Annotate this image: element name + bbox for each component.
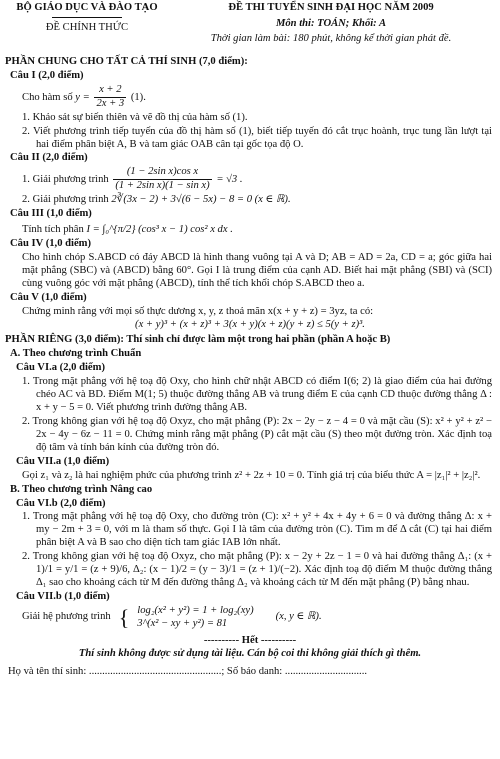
q2-denominator: (1 + 2sin x)(1 − sin x) xyxy=(115,180,210,192)
q5-text: Chứng minh rằng với mọi số thực dương x, y, z thoả mãn x(x + y + z) = 3yz, ta có: xyxy=(22,305,374,317)
q7a-text: Gọi z₁ và z₂ là hai nghiệm phức của phương trình z² + 2z + 10 = 0. Tính giá trị của biểu thức A = |z₁|² + |z₂|². xyxy=(22,469,481,481)
program-b-title: B. Theo chương trình Nâng cao xyxy=(10,483,153,495)
private-part-title: PHẦN RIÊNG (3,0 điểm): Thí sinh chỉ được làm một trong hai phần (phần A hoặc B) xyxy=(5,334,391,346)
q7b-system xyxy=(137,605,253,631)
header-left xyxy=(8,2,166,35)
q1-item-2: 2. Viết phương trình tiếp tuyến của đồ thị hàm số (1), biết tiếp tuyến đó cắt trục hoành, trục tung lần lượt tại hai điểm phân biệt A, B và tam giác OAB cân tại gốc tọa độ O. xyxy=(22,125,492,150)
common-part-title: PHẦN CHUNG CHO TẤT CẢ THÍ SINH (7,0 điểm): xyxy=(5,56,248,67)
q3-body xyxy=(22,224,492,237)
q1-title: Câu I (2,0 điểm) xyxy=(10,69,84,81)
q2-item-1-text: 1. Giải phương trình xyxy=(22,174,109,186)
q1-y: y = xyxy=(75,91,90,103)
official-label: ĐỀ CHÍNH THỨC xyxy=(45,21,129,33)
exam-title: ĐỀ THI TUYỂN SINH ĐẠI HỌC NĂM 2009 xyxy=(228,2,434,13)
q7b-title: Câu VII.b (1,0 điểm) xyxy=(16,590,110,602)
footer-note: Thí sinh không được sử dụng tài liệu. Cán bộ coi thi không giải thích gì thêm. xyxy=(78,647,422,659)
header-divider xyxy=(52,17,122,18)
q3-integral: I = ∫₀^{π/2} (cos³ x − 1) cos² x dx . xyxy=(86,224,233,236)
q4-text: Cho hình chóp S.ABCD có đáy ABCD là hình thang vuông tại A và D; AB = AD = 2a, CD = a; góc giữa hai mặt phẳng (SBC) và (ABCD) bằng 60°. Gọi I là trung điểm của cạnh AD. Biết hai mặt phẳng (SBI) và (SCI) cùng vuông góc với mặt phẳng (ABCD), tính thể tích khối chóp S.ABCD theo a. xyxy=(22,251,492,289)
q7b-condition: (x, y ∈ ℝ). xyxy=(275,611,322,623)
end-marker: ---------- Hết ---------- xyxy=(203,634,297,646)
q1-denominator: 2x + 3 xyxy=(96,97,125,109)
q2-fraction xyxy=(113,166,211,193)
q6b-item-1: 1. Trong mặt phẳng với hệ toạ độ Oxy, cho đường tròn (C): x² + y² + 4x + 4y + 6 = 0 và đường thẳng Δ: x + my − 2m + 3 = 0, với m là tham số thực. Gọi I là tâm của đường tròn (C). Tìm m để Δ cắt (C) tại hai điểm phân biệt A và B sao cho diện tích tam giác IAB lớn nhất. xyxy=(22,511,492,549)
q1-fraction xyxy=(94,84,126,111)
q3-text: Tính tích phân xyxy=(22,224,84,236)
candidate-info-line: Họ và tên thí sinh: ..................................................; Số báo danh: ............................... xyxy=(8,665,367,677)
q6a-item-1: 1. Trong mặt phẳng với hệ toạ độ Oxy, cho hình chữ nhật ABCD có điểm I(6; 2) là giao điểm của hai đường chéo AC và BD. Điểm M(1; 5) thuộc đường thẳng AB và trung điểm E của cạnh CD thuộc đường thẳng Δ : x + y − 5 = 0. Viết phương trình đường thẳng AB. xyxy=(22,376,492,414)
q7b-eq-1: log₂(x² + y²) = 1 + log₂(xy) xyxy=(137,604,254,616)
exam-time: Thời gian làm bài: 180 phút, không kể thời gian phát đề. xyxy=(210,32,452,44)
system-brace: { xyxy=(118,604,130,630)
q1-tag: (1). xyxy=(130,91,146,103)
header xyxy=(0,0,500,50)
q1-intro: Cho hàm số xyxy=(22,91,73,103)
q7b-text: Giải hệ phương trình xyxy=(22,611,111,623)
exam-subject: Môn thi: TOÁN; Khối: A xyxy=(275,17,387,29)
q6b-title: Câu VI.b (2,0 điểm) xyxy=(16,497,106,509)
q7b-body xyxy=(22,605,492,631)
q1-item-1: 1. Khảo sát sự biến thiên và vẽ đồ thị của hàm số (1). xyxy=(22,111,248,123)
q6a-title: Câu VI.a (2,0 điểm) xyxy=(16,362,105,374)
q4-title: Câu IV (1,0 điểm) xyxy=(10,237,92,249)
q7b-eq-2: 3^(x² − xy + y²) = 81 xyxy=(137,617,228,629)
header-right xyxy=(170,2,492,46)
q2-numerator: (1 − 2sin x)cos x xyxy=(113,166,211,180)
q6b-item-2: 2. Trong không gian với hệ toạ độ Oxyz, cho mặt phẳng (P): x − 2y + 2z − 1 = 0 và hai đường thẳng Δ₁: (x + 1)/1 = y/1 = (z + 9)/6, Δ₂: (x − 1)/2 = (y − 3)/1 = (z + 1)/(−2). Xác định toạ độ điểm M thuộc đường thẳng Δ₁ sao cho khoảng cách từ M đến đường thẳng Δ₂ và khoảng cách từ M đến mặt phẳng (P) bằng nhau. xyxy=(22,551,492,589)
q5-title: Câu V (1,0 điểm) xyxy=(10,291,87,303)
q2-item-2-eq: 2∛(3x − 2) + 3√(6 − 5x) − 8 = 0 (x ∈ ℝ). xyxy=(111,194,291,206)
program-a-title: A. Theo chương trình Chuẩn xyxy=(10,348,142,360)
q2-item-2-text: 2. Giải phương trình xyxy=(22,194,109,206)
ministry-name: BỘ GIÁO DỤC VÀ ĐÀO TẠO xyxy=(16,2,158,13)
q2-rhs: = √3 . xyxy=(216,174,243,186)
q3-title: Câu III (1,0 điểm) xyxy=(10,208,92,220)
q5-inequality: (x + y)³ + (x + z)³ + 3(x + y)(x + z)(y + z) ≤ 5(y + z)³. xyxy=(135,318,365,330)
q2-item-1 xyxy=(22,166,492,193)
q6a-item-2: 2. Trong không gian với hệ toạ độ Oxyz, cho mặt phẳng (P): 2x − 2y − z − 4 = 0 và mặt cầu (S): x² + y² + z² − 2x − 4y − 6z − 11 = 0. Chứng minh rằng mặt phẳng (P) cắt mặt cầu (S) theo một đường tròn. Xác định toạ độ tâm và tính bán kính của đường tròn đó. xyxy=(22,415,492,453)
q2-title: Câu II (2,0 điểm) xyxy=(10,152,88,164)
q2-item-2 xyxy=(22,194,492,207)
q1-numerator: x + 2 xyxy=(94,84,126,98)
q1-function xyxy=(22,84,492,111)
q7a-title: Câu VII.a (1,0 điểm) xyxy=(16,455,110,467)
